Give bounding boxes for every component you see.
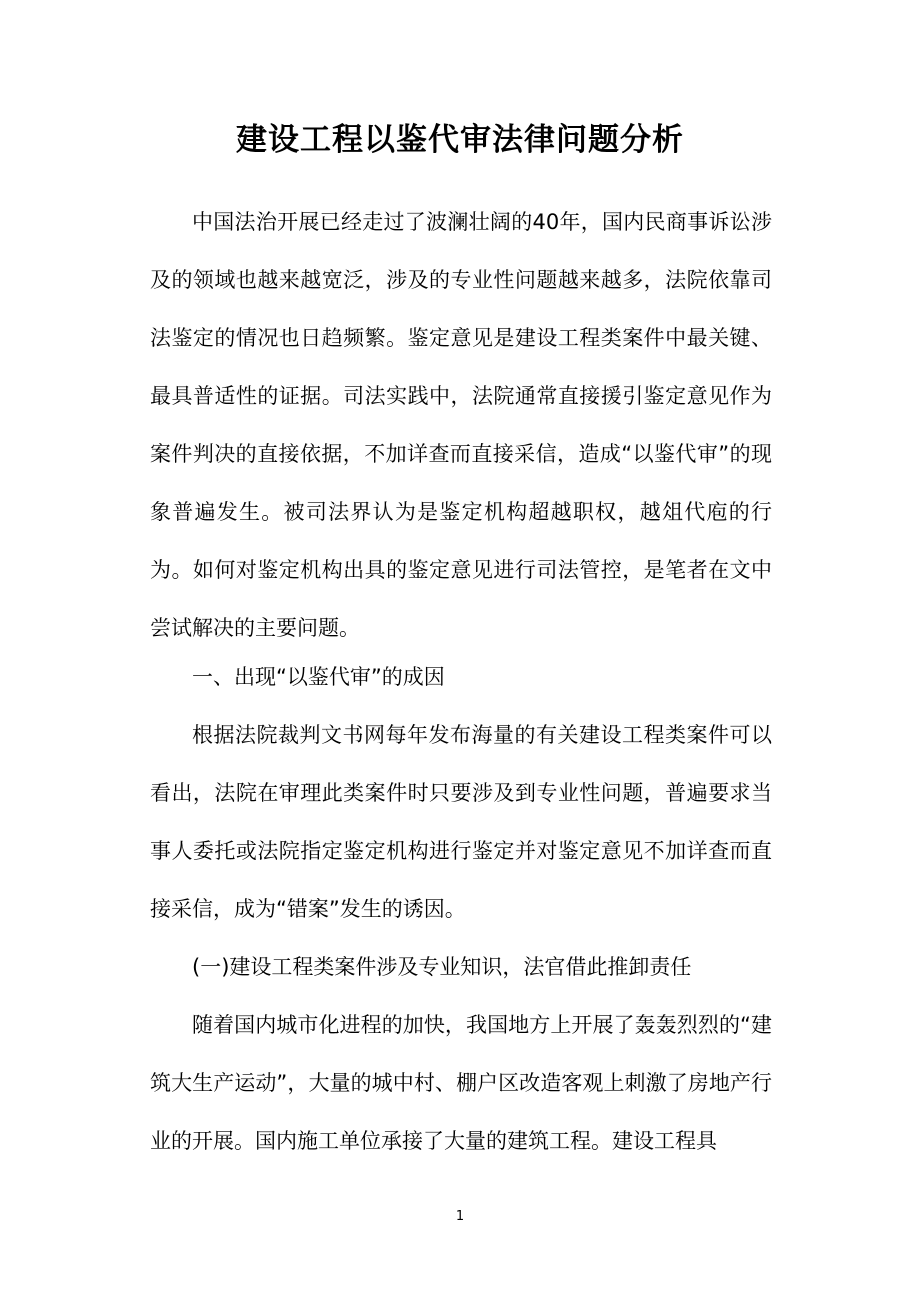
document-title: 建设工程以鉴代审法律问题分析 <box>236 122 684 158</box>
subsection-paragraph: 随着国内城市化进程的加快，我国地方上开展了轰轰烈烈的“建筑大生产运动”，大量的城中村、棚户区改造客观上刺激了房地产行业的开展。国内施工单位承接了大量的建筑工程。建设工程具 <box>150 1013 772 1153</box>
subsection-heading: (一)建设工程类案件涉及专业知识，法官借此推卸责任 <box>192 955 692 979</box>
section-heading: 一、出现“以鉴代审”的成因 <box>192 665 445 689</box>
page-number: 1 <box>455 1209 465 1224</box>
intro-paragraph: 中国法治开展已经走过了波澜壮阔的40年，国内民商事诉讼涉及的领域也越来越宽泛，涉及的专业性问题越来越多，法院依靠司法鉴定的情况也日趋频繁。鉴定意见是建设工程类案件中最关键、最具普适性的证据。司法实践中，法院通常直接援引鉴定意见作为案件判决的直接依据，不加详查而直接采信，造成“以鉴代审”的现象普遍发生。被司法界认为是鉴定机构超越职权，越俎代庖的行为。如何对鉴定机构出具的鉴定意见进行司法管控，是笔者在文中尝试解决的主要问题。 <box>150 210 772 640</box>
section-paragraph: 根据法院裁判文书网每年发布海量的有关建设工程类案件可以看出，法院在审理此类案件时只要涉及到专业性问题，普遍要求当事人委托或法院指定鉴定机构进行鉴定并对鉴定意见不加详查而直接采信，成为“错案”发生的诱因。 <box>150 723 772 921</box>
